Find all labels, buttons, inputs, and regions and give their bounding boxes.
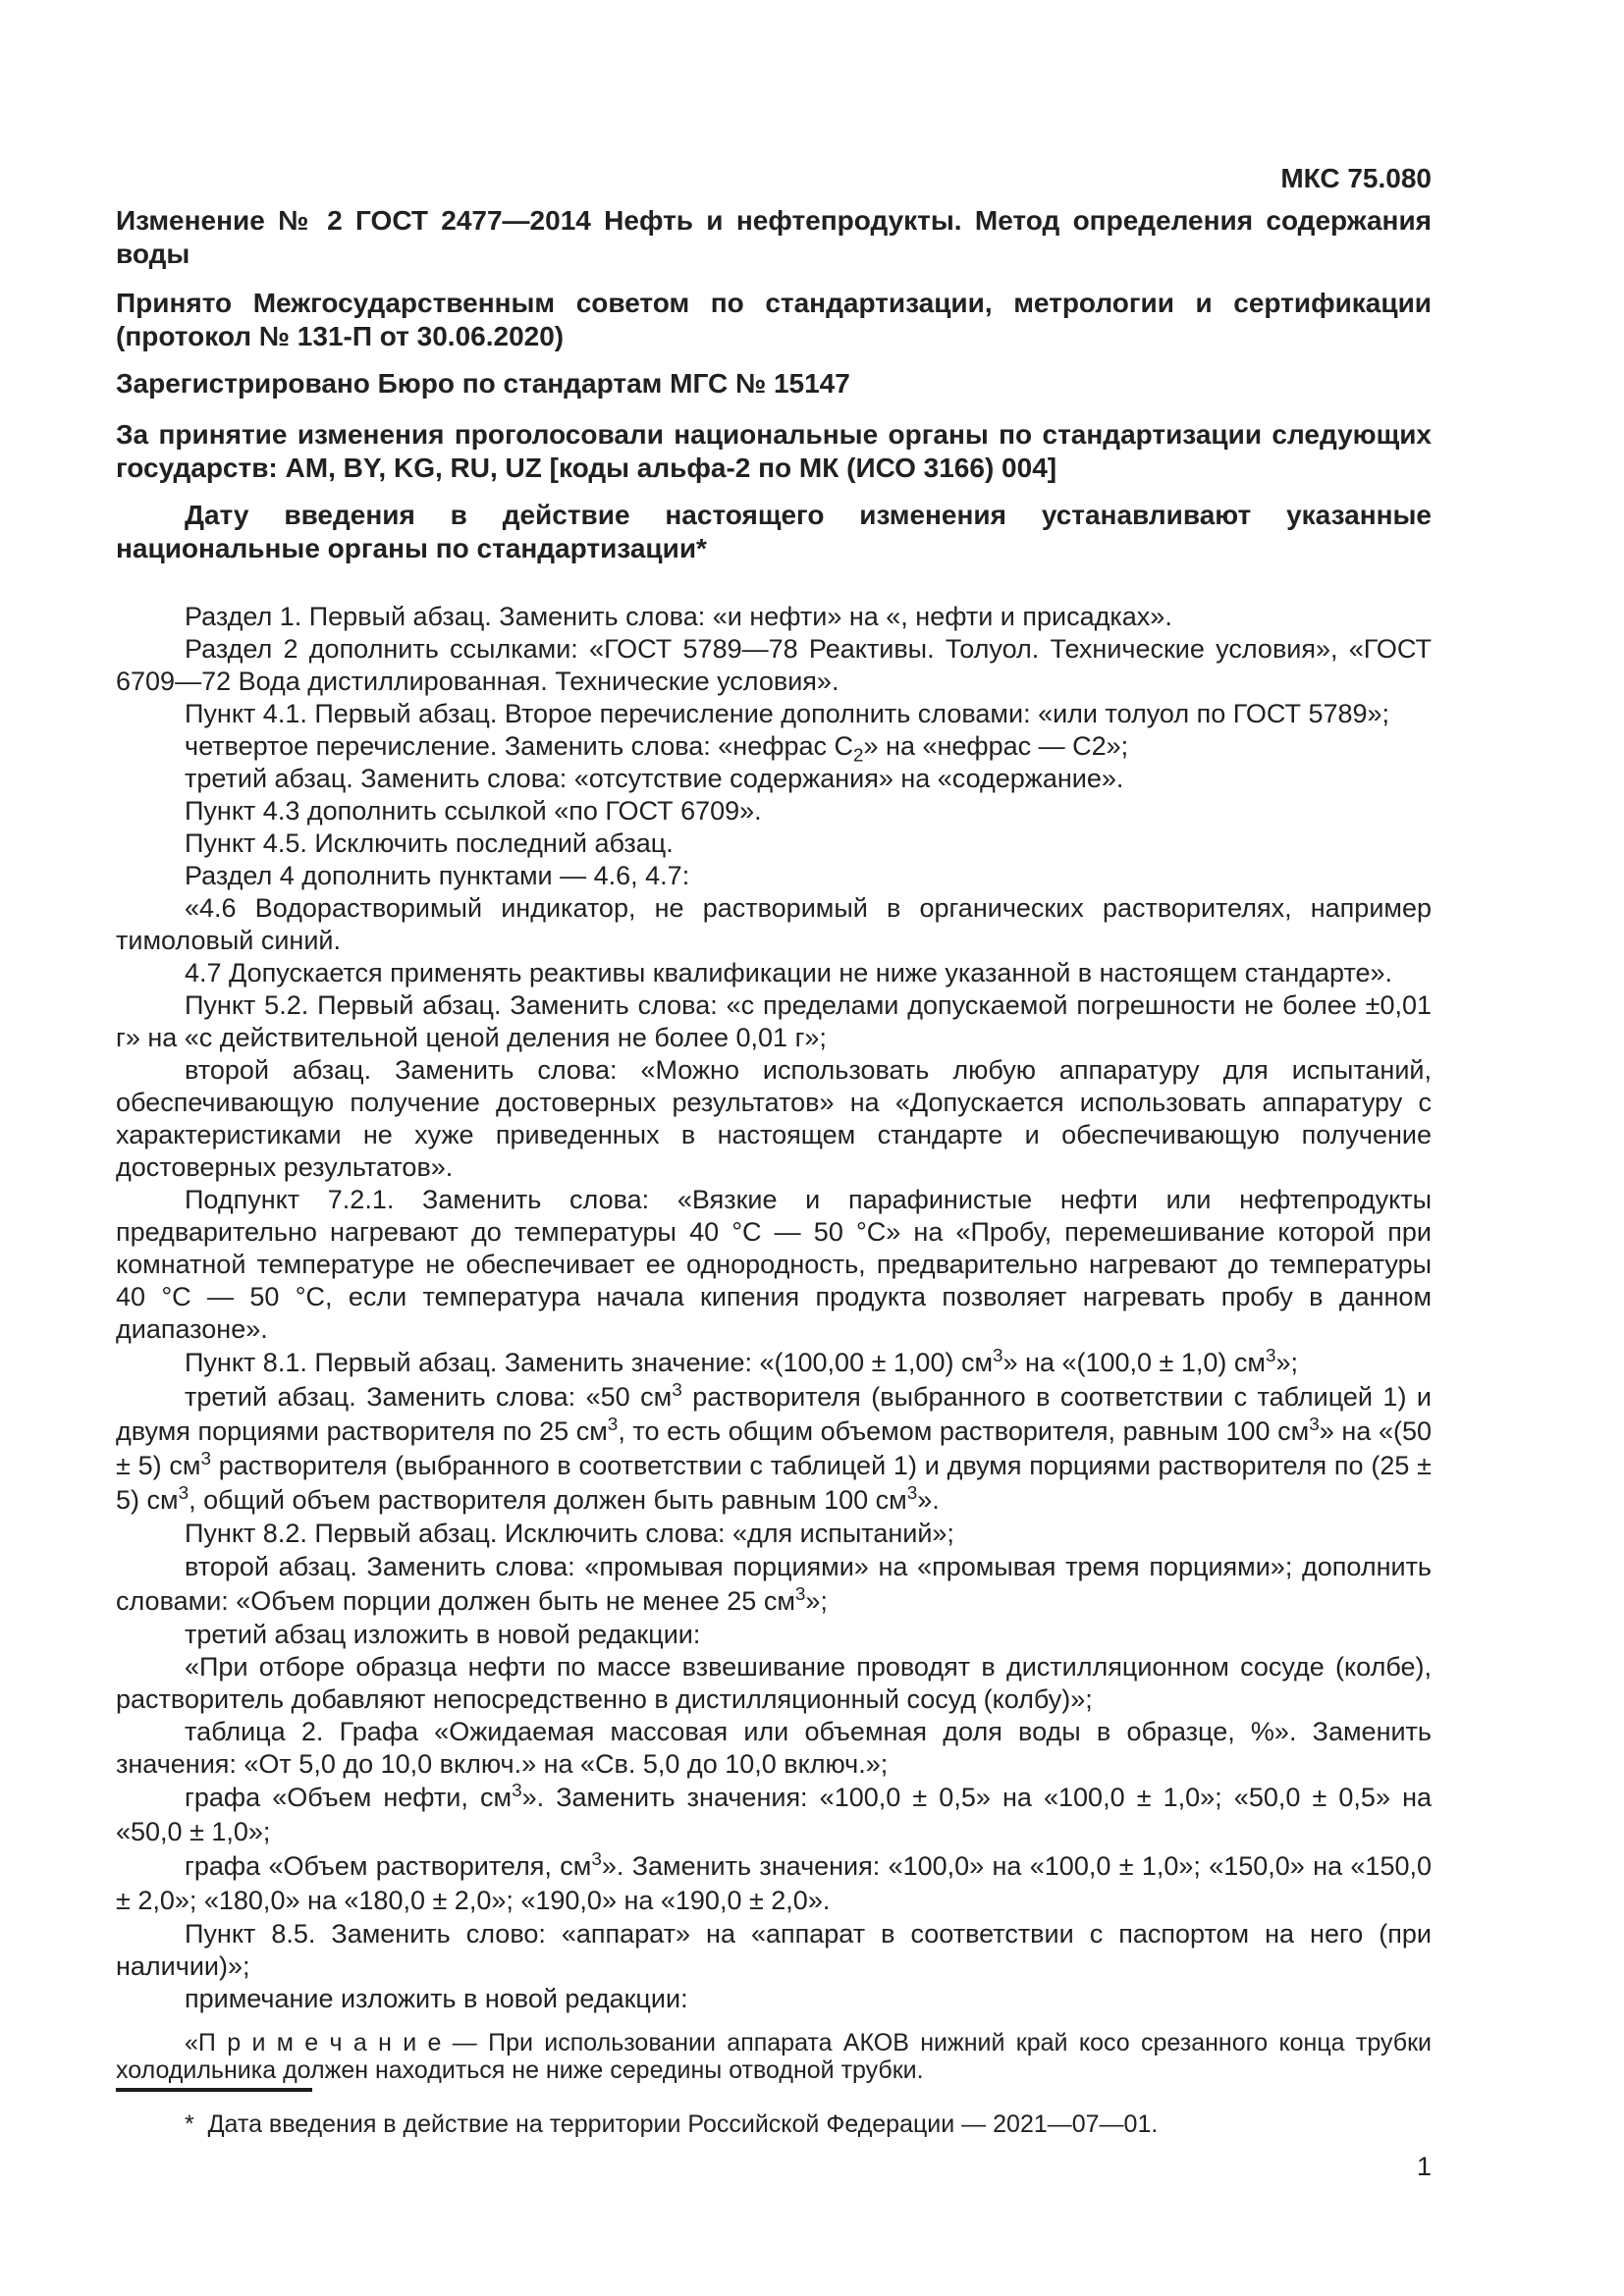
voting-paragraph: За принятие изменения проголосовали национальные органы по стандартизации следующих государств: AM, BY, KG, RU, UZ [коды альфа-2 по МК (ИСО 3166) 004] (116, 419, 1432, 483)
body-paragraph: Раздел 1. Первый абзац. Заменить слова: «и нефти» на «, нефти и присадках». (185, 602, 1172, 631)
body-paragraph: таблица 2. Графа «Ожидаемая массовая или объемная доля воды в образце, %». Заменить значения: «От 5,0 до 10,0 включ.» на «Св. 5,0 до 10,0 включ.»; (116, 1717, 1432, 1779)
body-paragraph: Пункт 8.5. Заменить слово: «аппарат» на «аппарат в соответствии с паспортом на него (при наличии)»; (116, 1919, 1432, 1981)
page-number: 1 (1416, 2152, 1432, 2181)
footnote-divider (116, 2088, 312, 2092)
adopted-paragraph: Принято Межгосударственным советом по стандартизации, метрологии и сертификации (протокол № 131-П от 30.06.2020) (116, 288, 1432, 351)
body-paragraph: Пункт 4.5. Исключить последний абзац. (185, 828, 674, 858)
note-paragraph: «П р и м е ч а н и е — При использовании аппарата АКОВ нижний край косо срезанного конца трубки холодильника должен находиться не ниже середины отводной трубки. (116, 2029, 1432, 2084)
body-paragraph: второй абзац. Заменить слова: «Можно использовать любую аппаратуру для испытаний, обеспечивающую получение достоверных результатов» на «Допускается использовать аппаратуру с характеристиками не хуже приведенных в настоящем стандарте и обеспечивающую получение достоверных результатов». (116, 1055, 1432, 1182)
amendment-body (116, 601, 1432, 2015)
body-paragraph: Пункт 4.3 дополнить ссылкой «по ГОСТ 6709». (185, 796, 762, 826)
registered-paragraph: Зарегистрировано Бюро по стандартам МГС № 15147 (116, 368, 850, 399)
body-paragraph: Подпункт 7.2.1. Заменить слова: «Вязкие и парафинистые нефти или нефтепродукты предварительно нагревают до температуры 40 °С — 50 °С» на «Пробу, перемешивание которой при комнатной температуре не обеспечивает ее однородность, предварительно нагревают до температуры 40 °С — 50 °С, если температура начала кипения продукта позволяет нагревать пробу в данном диапазоне». (116, 1185, 1432, 1344)
body-paragraph: «При отборе образца нефти по массе взвешивание проводят в дистилляционном сосуде (колбе), растворитель добавляют непосредственно в дистилляционный сосуд (колбу)»; (116, 1652, 1432, 1714)
body-paragraph: третий абзац изложить в новой редакции: (185, 1620, 701, 1649)
body-paragraph: Пункт 8.2. Первый абзац. Исключить слова: «для испытаний»; (185, 1519, 954, 1548)
mks-classification-code: МКС 75.080 (1280, 163, 1432, 193)
body-paragraph: графа «Объем растворителя, $см^3$». Заменить значения: «100,0» на «100,0 ± 1,0»; «150,0» на «150,0 ± 2,0»; «180,0» на «180,0 ± 2,0»; «190,0» на «190,0 ± 2,0». (116, 1849, 1432, 1915)
body-paragraph: Раздел 2 дополнить ссылками: «ГОСТ 5789—78 Реактивы. Толуол. Технические условия», «ГОСТ 6709—72 Вода дистиллированная. Технические условия». (116, 634, 1432, 696)
body-paragraph: «4.6 Водорастворимый индикатор, не растворимый в органических растворителях, например тимоловый синий. (116, 893, 1432, 955)
body-paragraph: примечание изложить в новой редакции: (185, 1984, 688, 2013)
body-paragraph: третий абзац. Заменить слова: «50 $см^3$ растворителя (выбранного в соответствии с таблицей 1) и двумя порциями растворителя по 25 $см^3$, то есть общим объемом растворителя, равным 100 $см^3$» на «(50 ± 5) $см^3$ растворителя (выбранного в соответствии с таблицей 1) и двумя порциями растворителя по (25 ± 5) $см^3$, общий объем растворителя должен быть равным 100 $см^3$». (116, 1380, 1432, 1515)
body-paragraph: графа «Объем нефти, $см^3$». Заменить значения: «100,0 ± 0,5» на «100,0 ± 1,0»; «50,0 ± 0,5» на «50,0 ± 1,0»; (116, 1781, 1433, 1846)
body-paragraph: Раздел 4 дополнить пунктами — 4.6, 4.7: (185, 861, 690, 890)
body-paragraph: Пункт 4.1. Первый абзац. Второе перечисление дополнить словами: «или толуол по ГОСТ 5789»; (185, 699, 1390, 728)
body-paragraph: четвертое перечисление. Заменить слова: «нефрас $С_2$» на «нефрас — С2»; (185, 731, 1129, 767)
body-paragraph: второй абзац. Заменить слова: «промывая порциями» на «промывая тремя порциями»; дополнить словами: «Объем порции должен быть не менее 25 $см^3$»; (116, 1552, 1432, 1616)
effective-date-paragraph: Дату введения в действие настоящего изменения устанавливают указанные национальные органы по стандартизации* (116, 500, 1432, 563)
body-paragraph: Пункт 8.1. Первый абзац. Заменить значение: «(100,00 ± 1,00) $см^3$» на «(100,0 ± 1,0) $см^3$»; (185, 1346, 1299, 1377)
footnote-text: * Дата введения в действие на территории Российской Федерации — 2021—07—01. (185, 2110, 1159, 2138)
body-paragraph: 4.7 Допускается применять реактивы квалификации не ниже указанной в настоящем стандарте». (185, 958, 1393, 988)
amendment-title: Изменение № 2 ГОСТ 2477—2014 Нефть и нефтепродукты. Метод определения содержания воды (116, 205, 1432, 269)
body-paragraph: Пункт 5.2. Первый абзац. Заменить слова: «с пределами допускаемой погрешности не более ±0,01 г» на «с действительной ценой деления не более 0,01 г»; (116, 990, 1432, 1052)
body-paragraph: третий абзац. Заменить слова: «отсутствие содержания» на «содержание». (185, 764, 1124, 793)
